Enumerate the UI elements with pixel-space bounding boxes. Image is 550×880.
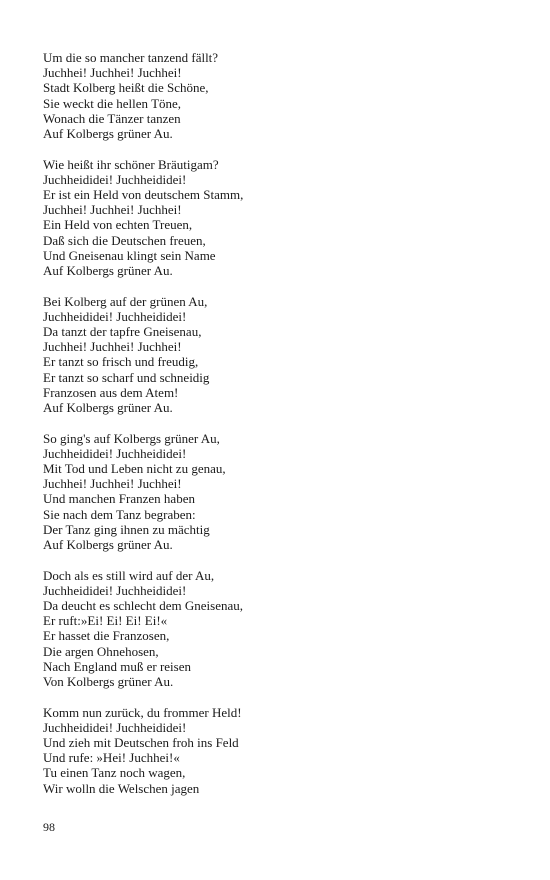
verse-line: Und rufe: »Hei! Juchhei!«: [43, 750, 180, 766]
verse-line: Auf Kolbergs grüner Au.: [43, 537, 173, 553]
verse-line: Juchheididei! Juchheididei!: [43, 445, 187, 461]
verse-line: Juchhei! Juchhei! Juchhei!: [43, 202, 182, 218]
verse-line: Wie heißt ihr schöner Bräutigam?: [43, 156, 219, 172]
stanza-1: [43, 50, 523, 141]
verse-line: Juchhei! Juchhei! Juchhei!: [43, 65, 182, 81]
verse-line: Tu einen Tanz noch wagen,: [43, 765, 186, 781]
verse-line: Doch als es still wird auf der Au,: [43, 567, 215, 583]
verse-line: Da deucht es schlecht dem Gneisenau,: [43, 598, 243, 614]
verse-line: So ging's auf Kolbergs grüner Au,: [43, 430, 220, 446]
verse-line: Sie nach dem Tanz begraben:: [43, 506, 196, 522]
verse-line: Auf Kolbergs grüner Au.: [43, 126, 173, 142]
verse-line: Von Kolbergs grüner Au.: [43, 674, 174, 690]
verse-line: Er ist ein Held von deutschem Stamm,: [43, 187, 244, 203]
verse-line: Stadt Kolberg heißt die Schöne,: [43, 80, 209, 96]
verse-line: Wir wolln die Welschen jagen: [43, 780, 200, 796]
verse-line: Bei Kolberg auf der grünen Au,: [43, 293, 208, 309]
verse-line: Franzosen aus dem Atem!: [43, 384, 179, 400]
verse-line: Juchheididei! Juchheididei!: [43, 171, 187, 187]
stanza-4: [43, 431, 523, 553]
verse-line: Ein Held von echten Treuen,: [43, 217, 193, 233]
verse-line: Und manchen Franzen haben: [43, 491, 195, 507]
verse-line: Und zieh mit Deutschen froh ins Feld: [43, 735, 239, 751]
verse-line: Komm nun zurück, du frommer Held!: [43, 704, 242, 720]
verse-line: Juchheididei! Juchheididei!: [43, 308, 187, 324]
verse-line: Wonach die Tänzer tanzen: [43, 110, 181, 126]
verse-line: Juchhei! Juchhei! Juchhei!: [43, 339, 182, 355]
verse-line: Auf Kolbergs grüner Au.: [43, 263, 173, 279]
stanza-6: [43, 705, 523, 796]
verse-line: Juchhei! Juchhei! Juchhei!: [43, 476, 182, 492]
verse-line: Er ruft:»Ei! Ei! Ei! Ei!«: [43, 613, 168, 629]
verse-line: Daß sich die Deutschen freuen,: [43, 232, 206, 248]
verse-line: Juchheididei! Juchheididei!: [43, 582, 187, 598]
verse-line: Und Gneisenau klingt sein Name: [43, 247, 216, 263]
poem-body: [43, 50, 523, 811]
verse-line: Die argen Ohnehosen,: [43, 643, 159, 659]
stanza-3: [43, 294, 523, 416]
stanza-2: [43, 157, 523, 279]
stanza-5: [43, 568, 523, 690]
verse-line: Nach England muß er reisen: [43, 658, 192, 674]
verse-line: Der Tanz ging ihnen zu mächtig: [43, 521, 210, 537]
verse-line: Er tanzt so frisch und freudig,: [43, 354, 199, 370]
verse-line: Juchheididei! Juchheididei!: [43, 719, 187, 735]
verse-line: Er tanzt so scharf und schneidig: [43, 369, 210, 385]
verse-line: Er hasset die Franzosen,: [43, 628, 170, 644]
verse-line: Da tanzt der tapfre Gneisenau,: [43, 324, 202, 340]
verse-line: Sie weckt die hellen Töne,: [43, 95, 182, 111]
verse-line: Mit Tod und Leben nicht zu genau,: [43, 461, 226, 477]
verse-line: Um die so mancher tanzend fällt?: [43, 50, 219, 65]
verse-line: Auf Kolbergs grüner Au.: [43, 400, 173, 416]
page-number: 98: [43, 820, 55, 834]
